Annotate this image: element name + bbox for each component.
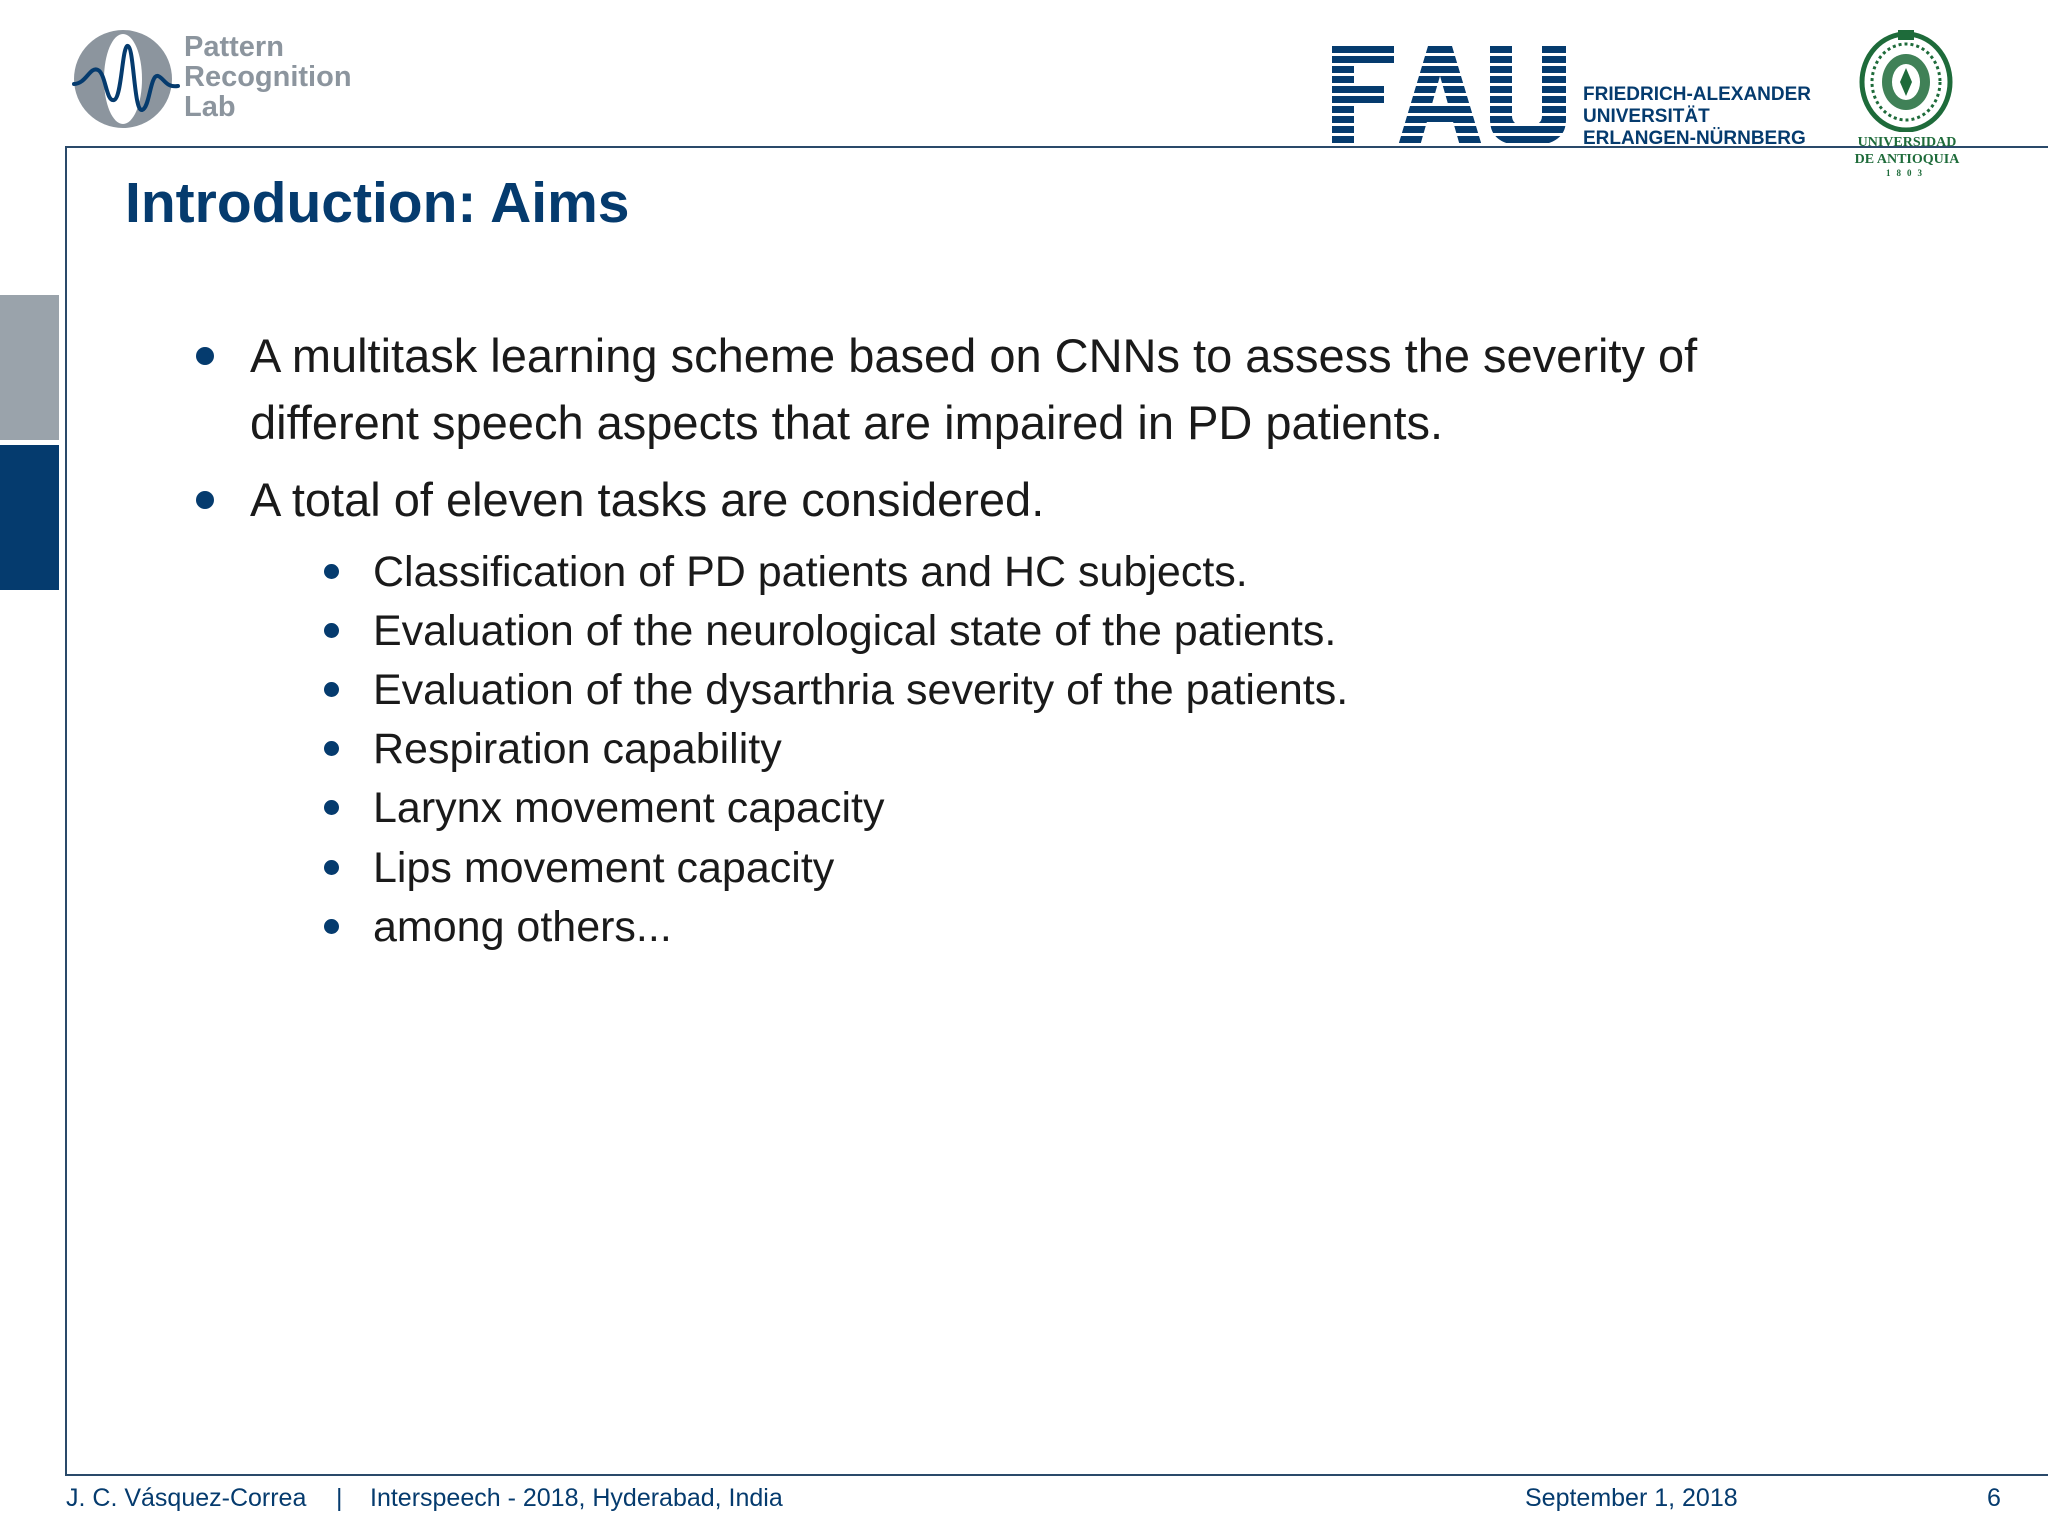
university-name-line: UNIVERSITÄT <box>1583 106 1710 127</box>
sub-bullet-text: Evaluation of the neurological state of the patients. <box>373 607 1337 655</box>
pattern-recognition-lab-logo-icon <box>70 26 180 132</box>
footer-separator: | <box>336 1484 343 1512</box>
footer-rule <box>65 1474 2048 1476</box>
university-name-line: FRIEDRICH-ALEXANDER <box>1583 84 1811 105</box>
footer-date: September 1, 2018 <box>1525 1484 1738 1512</box>
lab-name <box>184 32 352 122</box>
university-name <box>1583 84 1811 150</box>
sub-bullet-text: Respiration capability <box>373 725 782 773</box>
footer-venue: Interspeech - 2018, Hyderabad, India <box>370 1484 783 1512</box>
lab-name-line: Pattern <box>184 31 284 63</box>
universidad-de-antioquia-seal-icon <box>1858 28 1954 132</box>
bullet-dot-icon <box>196 347 214 365</box>
partner-name-line: DE ANTIOQUIA <box>1854 152 1960 167</box>
partner-university-name <box>1834 134 1980 179</box>
sub-bullet-text: Classification of PD patients and HC subjects. <box>373 548 1248 596</box>
left-rule <box>65 146 67 1475</box>
sub-bullet-text: Evaluation of the dysarthria severity of the patients. <box>373 666 1349 714</box>
lab-name-line: Lab <box>184 91 236 123</box>
sub-bullet-text: Larynx movement capacity <box>373 784 885 832</box>
partner-founding-year: 1803 <box>1886 168 1928 178</box>
partner-name-line: UNIVERSIDAD <box>1857 135 1957 150</box>
fau-logo-icon <box>1332 46 1566 146</box>
page-number: 6 <box>1987 1484 2001 1512</box>
section-tab-inactive <box>0 295 59 440</box>
sub-bullet-dot-icon <box>324 800 339 815</box>
bullet-text: A total of eleven tasks are considered. <box>250 473 1045 526</box>
sub-bullet-text: among others... <box>373 903 672 951</box>
sub-bullet-dot-icon <box>324 682 339 697</box>
bullet-dot-icon <box>196 491 214 509</box>
bullet-text: A multitask learning scheme based on CNNs to assess the severity of different speech aspects that are impaired in PD patients. <box>250 329 1698 449</box>
slide-title: Introduction: Aims <box>125 171 630 235</box>
sub-bullet-dot-icon <box>324 860 339 875</box>
sub-bullet-dot-icon <box>324 623 339 638</box>
sub-bullet-dot-icon <box>324 564 339 579</box>
lab-name-line: Recognition <box>184 61 352 93</box>
sub-bullet-dot-icon <box>324 741 339 756</box>
university-name-line: ERLANGEN-NÜRNBERG <box>1583 128 1806 149</box>
sub-bullet-text: Lips movement capacity <box>373 844 835 892</box>
footer-author: J. C. Vásquez-Correa <box>66 1484 307 1512</box>
sub-bullet-dot-icon <box>324 919 339 934</box>
section-tab-active <box>0 445 59 590</box>
